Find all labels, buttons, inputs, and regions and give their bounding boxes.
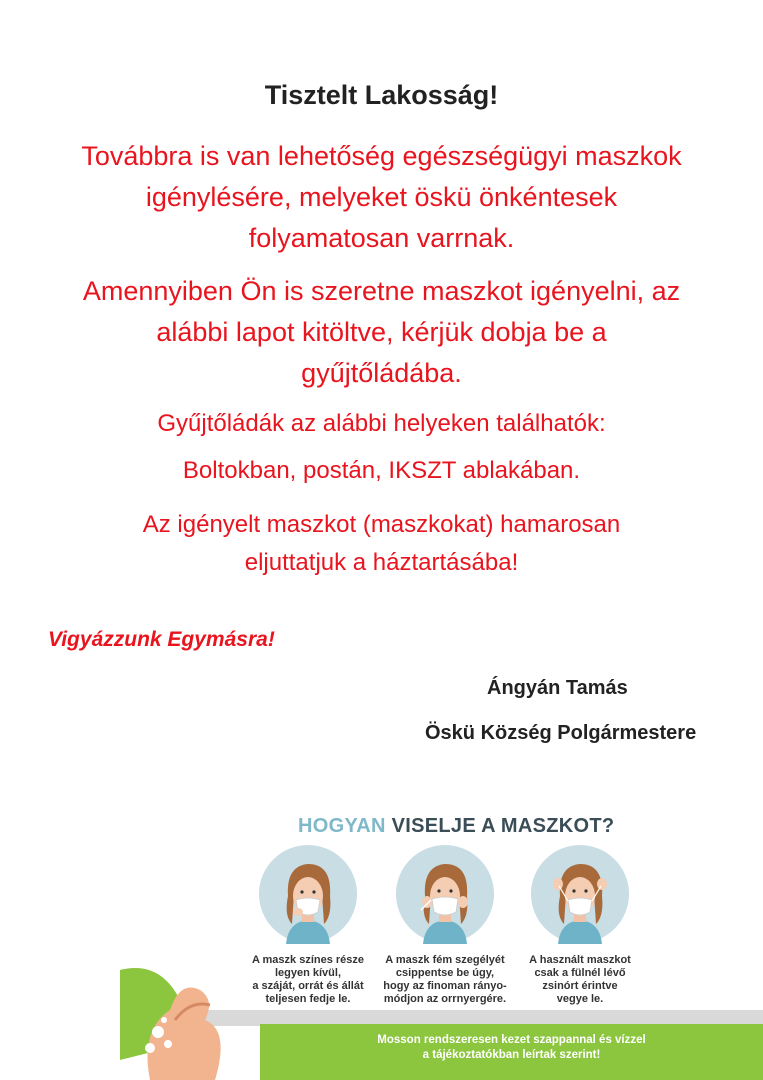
signature-name: Ángyán Tamás — [487, 677, 628, 699]
caption-line: A maszk színes része — [251, 954, 365, 966]
text-line: Továbbra is van lehetőség egészségügyi maszkok — [81, 141, 682, 171]
caption-line: módjon az orrnyergére. — [383, 993, 507, 1005]
text-line: folyamatosan varrnak. — [248, 223, 515, 253]
infographic-title-rest: VISELJE A MASZKOT? — [385, 815, 615, 837]
face-mask-pinch-icon — [395, 844, 495, 944]
handwash-banner — [260, 1024, 763, 1080]
paragraph-availability — [0, 136, 763, 259]
handwash-banner-text — [260, 1033, 763, 1063]
caption-wear — [238, 954, 378, 1006]
washing-hands-icon — [120, 940, 240, 1080]
paragraph-boxes: Gyűjtőládák az alábbi helyeken találhatók: — [157, 410, 606, 437]
text-line: Amennyiben Ön is szeretne maszkot igényelni, az — [82, 276, 681, 306]
banner-line: a tájékoztatókban leírtak szerint! — [422, 1049, 601, 1061]
text-line: igénylésére, melyeket öskü önkéntesek — [145, 182, 618, 212]
paragraph-request — [0, 271, 763, 394]
caption-line: legyen kívül, — [274, 967, 342, 979]
text-line: Az igényelt maszkot (maszkokat) hamarosan — [142, 511, 621, 538]
motto: Vigyázzunk Egymásra! — [48, 628, 275, 651]
infographic-title — [298, 815, 614, 838]
caption-remove — [510, 954, 650, 1006]
face-mask-wearing-icon — [258, 844, 358, 944]
caption-line: A maszk fém szegélyét — [385, 954, 505, 966]
paragraph-locations: Boltokban, postán, IKSZT ablakában. — [182, 457, 581, 484]
caption-line: zsinórt érintve — [542, 980, 618, 992]
face-mask-remove-icon — [530, 844, 630, 944]
caption-line: a száját, orrát és állát — [252, 980, 364, 992]
banner-line: Mosson rendszeresen kezet szappannal és vízzel — [377, 1034, 646, 1046]
mask-infographic — [120, 800, 763, 1080]
caption-line: teljesen fedje le. — [265, 993, 351, 1005]
text-line: gyűjtőládába. — [301, 358, 462, 388]
text-line: alábbi lapot kitöltve, kérjük dobja be a — [156, 317, 607, 347]
letter-title: Tisztelt Lakosság! — [264, 80, 499, 110]
caption-line: A használt maszkot — [529, 954, 631, 966]
caption-line: hogy az finoman rányo- — [383, 980, 507, 992]
infographic-title-accent: HOGYAN — [298, 815, 386, 837]
caption-line: csippentse be úgy, — [395, 967, 495, 979]
caption-pinch — [375, 954, 515, 1006]
paragraph-delivery — [0, 506, 763, 582]
caption-line: vegye le. — [556, 993, 604, 1005]
caption-line: csak a fülnél lévő — [534, 967, 626, 979]
signature-role: Öskü Község Polgármestere — [425, 722, 697, 744]
text-line: eljuttatjuk a háztartásába! — [244, 549, 519, 576]
